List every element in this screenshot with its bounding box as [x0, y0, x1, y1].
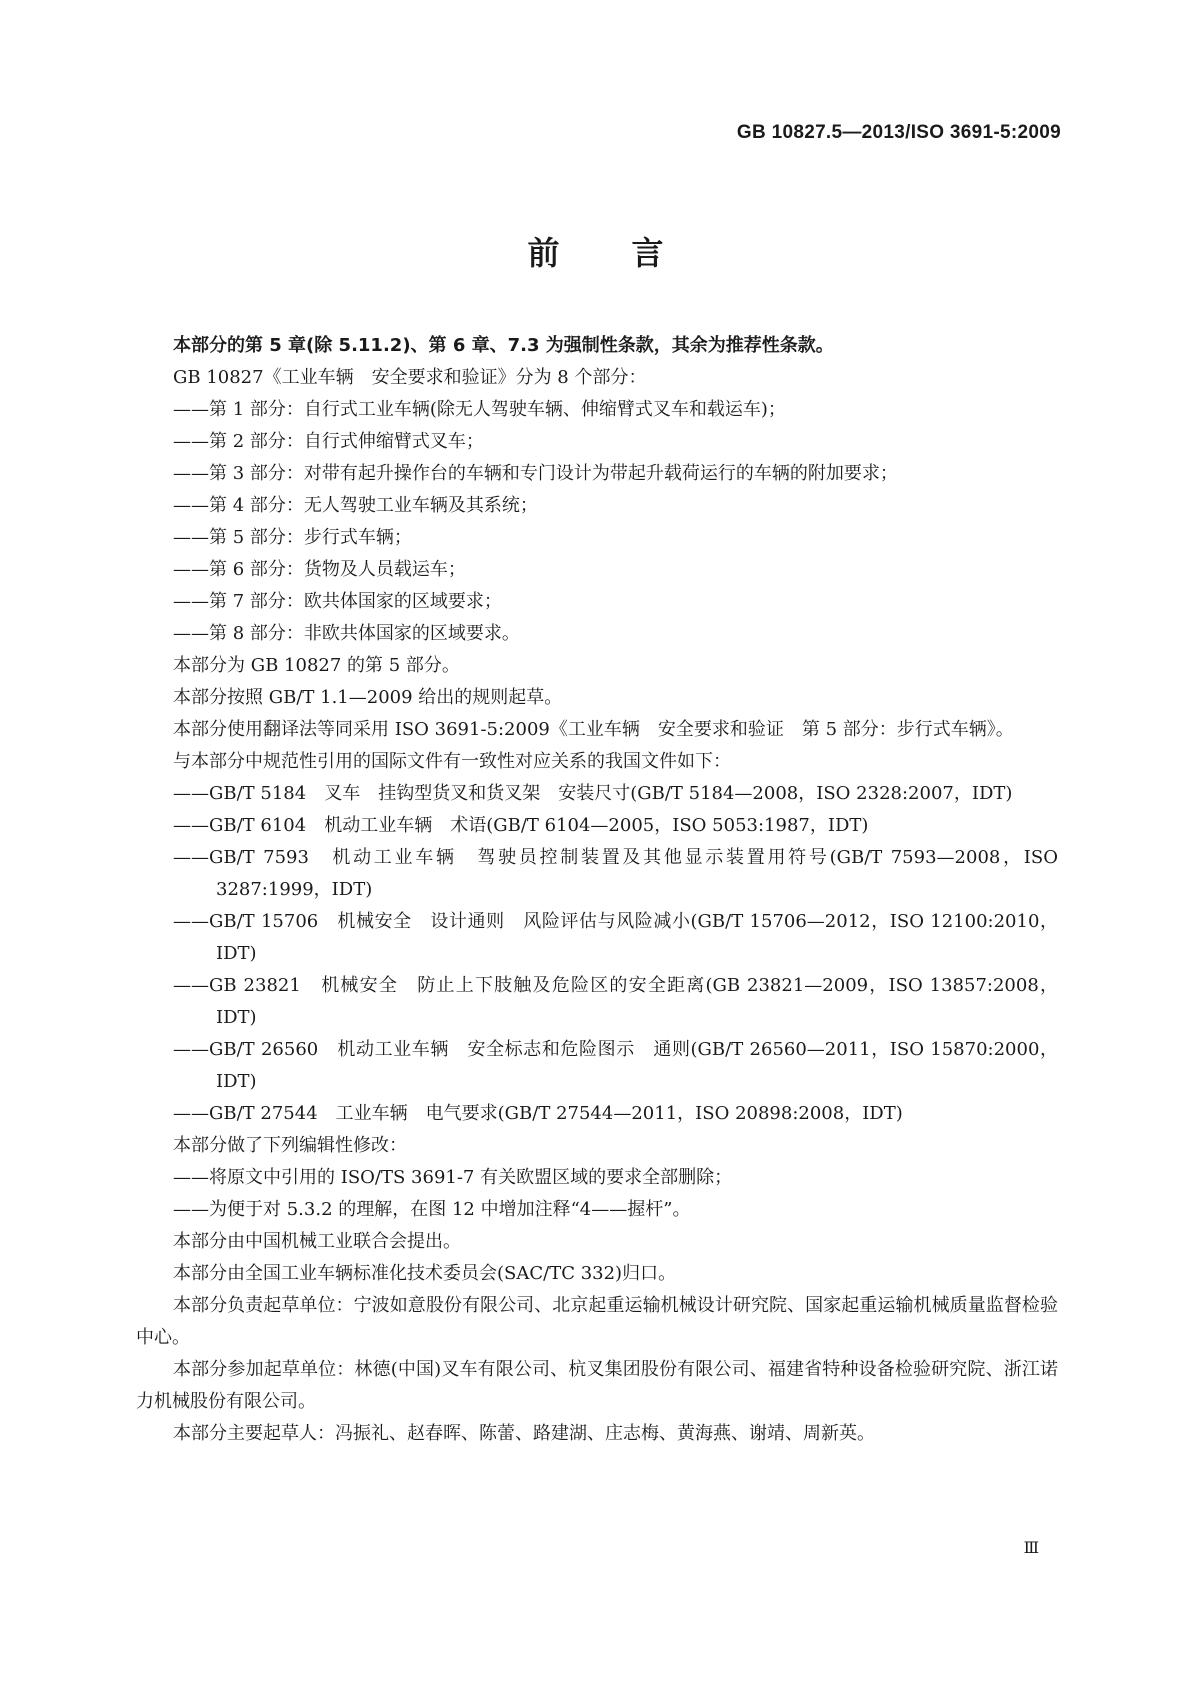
- paragraph: 本部分由中国机械工业联合会提出。: [173, 1231, 461, 1252]
- header-doc-code: GB 10827.5—2013/ISO 3691-5:2009: [736, 122, 1061, 143]
- paragraph: 本部分为 GB 10827 的第 5 部分。: [173, 655, 460, 676]
- paragraph: 本部分由全国工业车辆标准化技术委员会(SAC/TC 332)归口。: [173, 1263, 677, 1284]
- page-number: Ⅲ: [1023, 1538, 1039, 1557]
- paragraph: 本部分主要起草人：冯振礼、赵春晖、陈蕾、路建湖、庄志梅、黄海燕、谢靖、周新英。: [173, 1423, 875, 1444]
- page-title: 前言: [527, 234, 736, 272]
- reference-list-item: ——GB/T 6104 机动工业车辆 术语(GB/T 6104—2005，ISO 5053:1987，IDT): [173, 815, 869, 836]
- reference-list-item: ——GB/T 7593 机动工业车辆 驾驶员控制装置及其他显示装置用符号(GB/T 7593—2008，ISO 3287:1999，IDT): [173, 847, 1058, 900]
- paragraph: 本部分使用翻译法等同采用 ISO 3691-5:2009《工业车辆 安全要求和验证 第 5 部分：步行式车辆》。: [173, 719, 1014, 740]
- part-list-item: ——第 2 部分：自行式伸缩臂式叉车；: [173, 431, 484, 452]
- reference-list-item: ——GB/T 26560 机动工业车辆 安全标志和危险图示 通则(GB/T 26560—2011，ISO 15870:2000，IDT): [173, 1039, 1058, 1092]
- part-list-item: ——第 8 部分：非欧共体国家的区域要求。: [173, 623, 520, 644]
- paragraph: 本部分参加起草单位：林德(中国)叉车有限公司、杭叉集团股份有限公司、福建省特种设备检验研究院、浙江诺力机械股份有限公司。: [136, 1359, 1058, 1412]
- part-list-item: ——第 7 部分：欧共体国家的区域要求；: [173, 591, 502, 612]
- part-list-item: ——第 1 部分：自行式工业车辆(除无人驾驶车辆、伸缩臂式叉车和载运车)；: [173, 399, 786, 420]
- paragraph: 本部分做了下列编辑性修改：: [173, 1135, 407, 1156]
- reference-list-item: ——GB/T 27544 工业车辆 电气要求(GB/T 27544—2011，ISO 20898:2008，IDT): [173, 1103, 903, 1124]
- paragraph: 本部分负责起草单位：宁波如意股份有限公司、北京起重运输机械设计研究院、国家起重运输机械质量监督检验中心。: [136, 1295, 1058, 1348]
- reference-list-item: ——GB/T 5184 叉车 挂钩型货叉和货叉架 安装尺寸(GB/T 5184—2008，ISO 2328:2007，IDT): [173, 783, 1013, 804]
- mandatory-clause-note: 本部分的第 5 章(除 5.11.2)、第 6 章、7.3 为强制性条款，其余为推荐性条款。: [173, 335, 834, 356]
- part-list-item: ——第 3 部分：对带有起升操作台的车辆和专门设计为带起升载荷运行的车辆的附加要求；: [173, 463, 898, 484]
- reference-list-item: ——GB/T 15706 机械安全 设计通则 风险评估与风险减小(GB/T 15706—2012，ISO 12100:2010，IDT): [173, 911, 1058, 964]
- paragraph: 本部分按照 GB/T 1.1—2009 给出的规则起草。: [173, 687, 563, 708]
- part-list-item: ——第 6 部分：货物及人员载运车；: [173, 559, 466, 580]
- parts-intro: GB 10827《工业车辆 安全要求和验证》分为 8 个部分：: [173, 367, 647, 388]
- edit-list-item: ——为便于对 5.3.2 的理解，在图 12 中增加注释“4——握杆”。: [173, 1199, 691, 1220]
- reference-list-item: ——GB 23821 机械安全 防止上下肢触及危险区的安全距离(GB 23821—2009，ISO 13857:2008，IDT): [173, 975, 1058, 1028]
- part-list-item: ——第 4 部分：无人驾驶工业车辆及其系统；: [173, 495, 538, 516]
- document-body: [136, 330, 1058, 1450]
- paragraph: 与本部分中规范性引用的国际文件有一致性对应关系的我国文件如下：: [173, 751, 731, 772]
- edit-list-item: ——将原文中引用的 ISO/TS 3691-7 有关欧盟区域的要求全部删除；: [173, 1167, 733, 1188]
- part-list-item: ——第 5 部分：步行式车辆；: [173, 527, 412, 548]
